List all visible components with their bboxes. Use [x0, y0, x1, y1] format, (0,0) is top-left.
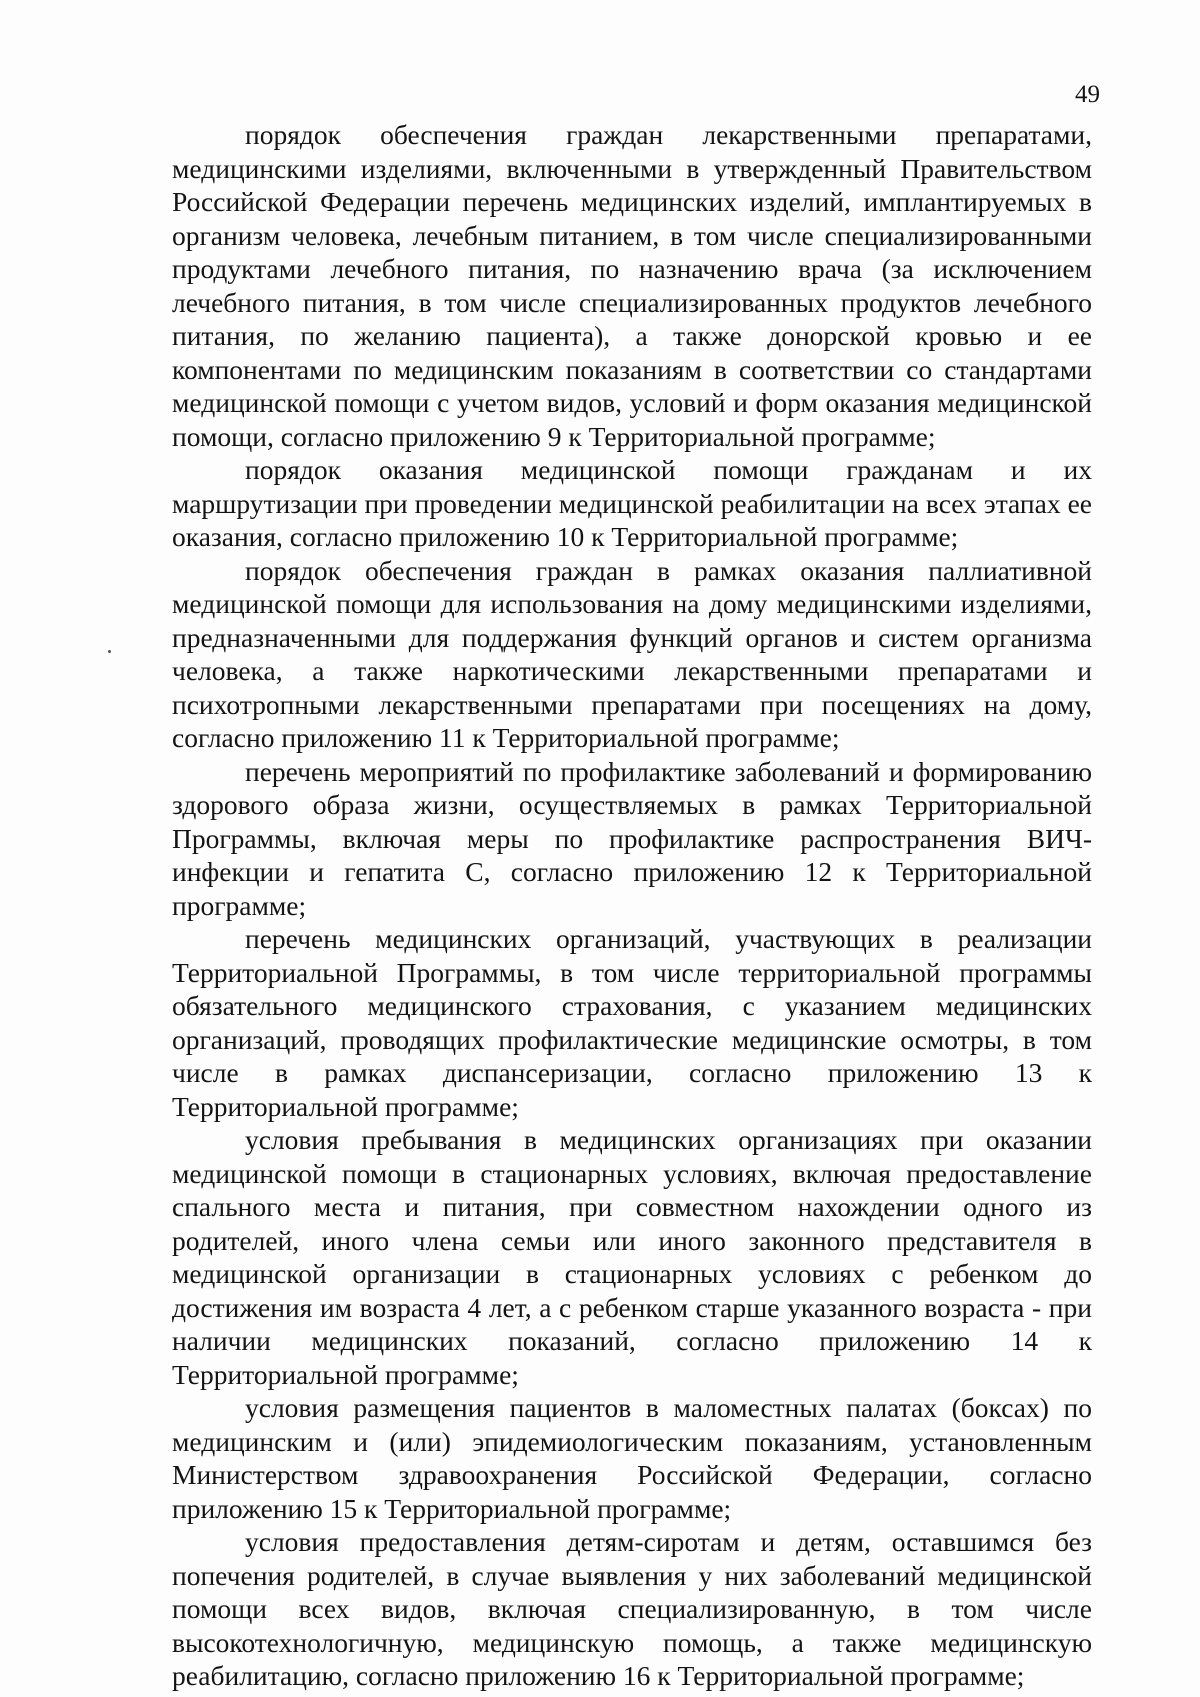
paragraph-disease-prevention: перечень мероприятий по профилактике заболеваний и формированию здорового образа жизни, осуществляемых в рамках Территориальной Программы, включая меры по профилактике распространения ВИЧ-инфекции и гепатита С, согласно приложению 12 к Территориальной программе;	[172, 755, 1092, 921]
body-text	[172, 118, 1092, 1693]
paragraph-medicines-supply: порядок обеспечения граждан лекарственными препаратами, медицинскими изделиями, включенными в утвержденный Правительством Российской Федерации перечень медицинских изделий, имплантируемых в организм человека, лечебным питанием, в том числе специализированными продуктами лечебного питания, по назначению врача (за исключением лечебного питания, в том числе специализированных продуктов лечебного питания, по желанию пациента), а также донорской кровью и ее компонентами по медицинским показаниям в соответствии со стандартами медицинской помощи с учетом видов, условий и форм оказания медицинской помощи, согласно приложению 9 к Территориальной программе;	[172, 119, 1092, 452]
paragraph-orphan-children-care: условия предоставления детям-сиротам и детям, оставшимся без попечения родителей, в случае выявления у них заболеваний медицинской помощи всех видов, включая специализированную, в том числе высокотехнологичную, медицинскую помощь, а также медицинскую реабилитацию, согласно приложению 16 к Территориальной программе;	[172, 1526, 1092, 1691]
paragraph-rehabilitation-routing: порядок оказания медицинской помощи гражданам и их маршрутизации при проведении медицинской реабилитации на всех этапах ее оказания, согласно приложению 10 к Территориальной программе;	[172, 454, 1092, 552]
paragraph-medical-organizations-list: перечень медицинских организаций, участвующих в реализации Территориальной Программы, в том числе территориальной программы обязательного медицинского страхования, с указанием медицинских организаций, проводящих профилактические медицинские осмотры, в том числе в рамках диспансеризации, согласно приложению 13 к Территориальной программе;	[172, 923, 1092, 1122]
paragraph-inpatient-stay-conditions: условия пребывания в медицинских организациях при оказании медицинской помощи в стационарных условиях, включая предоставление спального места и питания, при совместном нахождении одного из родителей, иного члена семьи или иного законного представителя в медицинской организации в стационарных условиях с ребенком до достижения им возраста 4 лет, а с ребенком старше указанного возраста - при наличии медицинских показаний, согласно приложению 14 к Территориальной программе;	[172, 1124, 1092, 1390]
paragraph-small-ward-placement: условия размещения пациентов в маломестных палатах (боксах) по медицинским и (или) эпидемиологическим показаниям, установленным Министерством здравоохранения Российской Федерации, согласно приложению 15 к Территориальной программе;	[172, 1392, 1092, 1524]
page-number: 49	[1075, 81, 1100, 108]
scan-speck	[108, 650, 111, 653]
paragraph-palliative-care: порядок обеспечения граждан в рамках оказания паллиативной медицинской помощи для использования на дому медицинскими изделиями, предназначенными для поддержания функций органов и систем организма человека, а также наркотическими лекарственными препаратами и психотропными лекарственными препаратами при посещениях на дому, согласно приложению 11 к Территориальной программе;	[172, 554, 1092, 753]
